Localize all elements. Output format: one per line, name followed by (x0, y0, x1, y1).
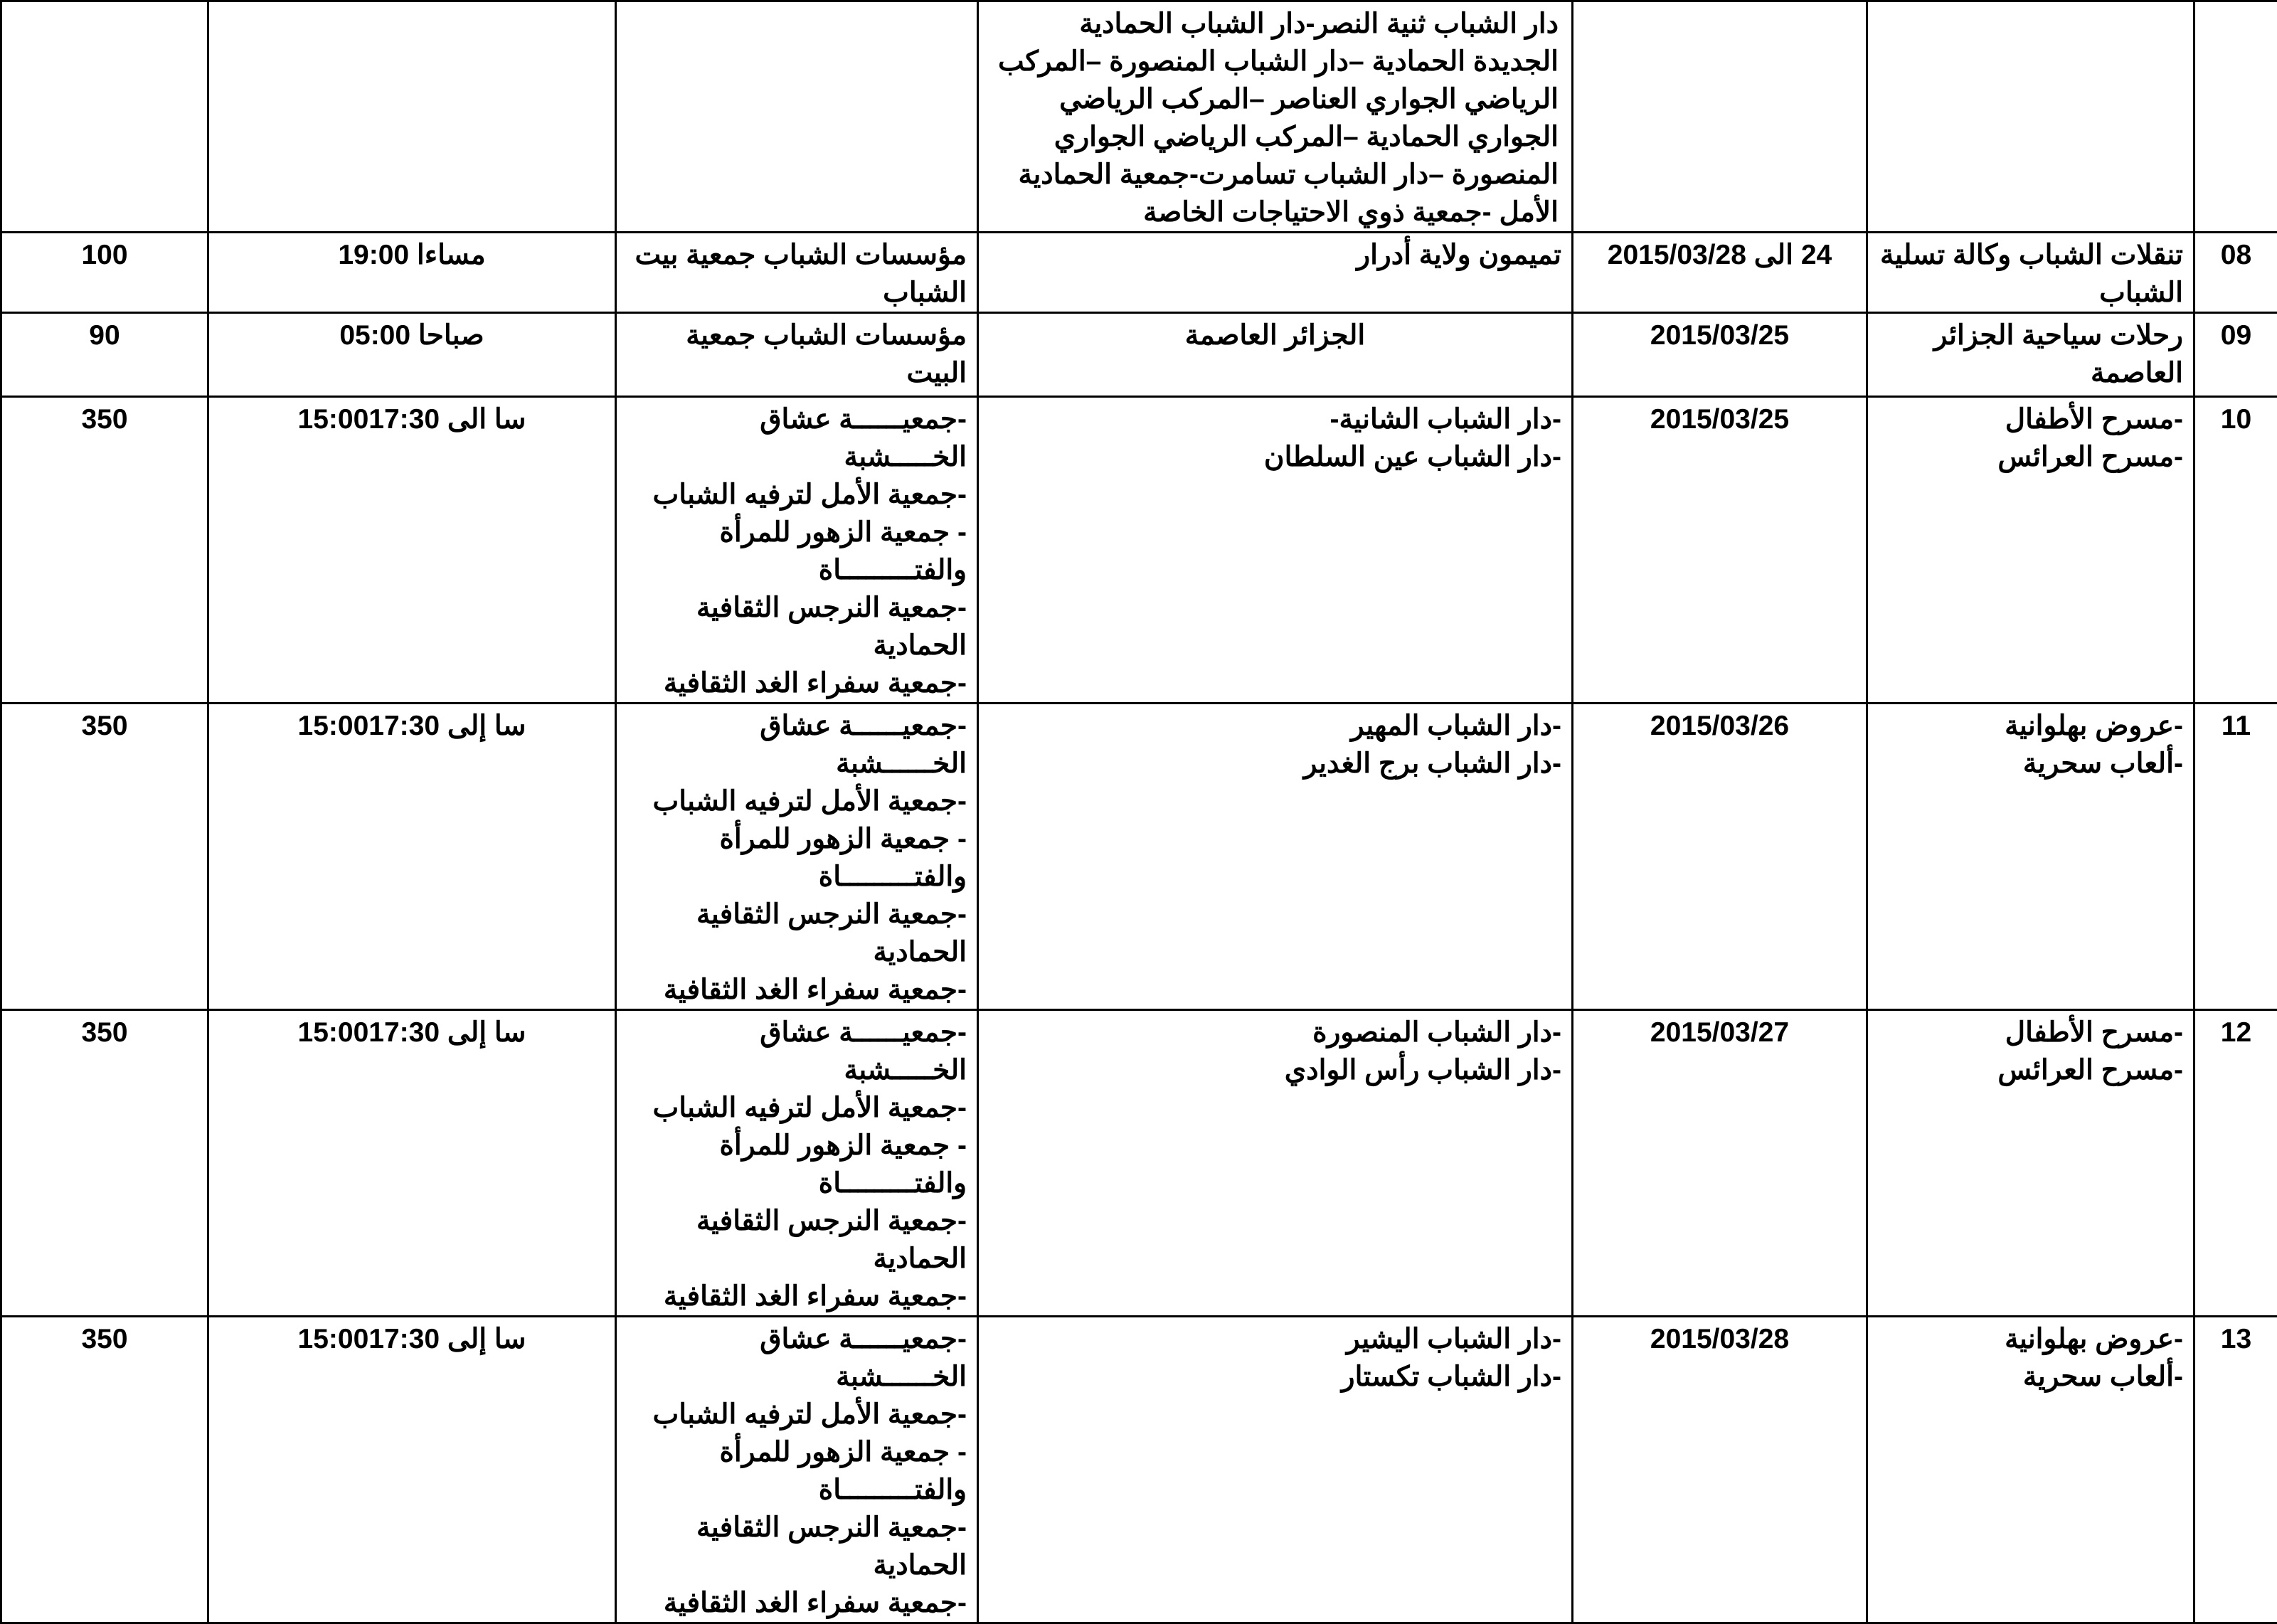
date-cell: 2015/03/28 (1573, 1317, 1867, 1623)
organizer-line: - جمعية الزهور للمرأة (627, 820, 967, 858)
activity-cell: رحلات سياحية الجزائر العاصمة (1867, 313, 2194, 397)
organizer-line: الخـــــشبة (627, 1051, 967, 1089)
time-cell: 05:00 صباحا (208, 313, 616, 397)
organizers-cell (616, 1, 978, 233)
activity-cell (1867, 1, 2194, 233)
organizer-line: الحمادية (627, 1546, 967, 1584)
place-line: -دار الشباب رأس الوادي (989, 1051, 1561, 1089)
organizer-line: - جمعية الزهور للمرأة (627, 1433, 967, 1471)
organizer-line: -جمعيــــــة عشاق (627, 1320, 967, 1358)
organizer-line: -جمعية الأمل لترفيه الشباب (627, 476, 967, 514)
date-cell: 2015/03/25 (1573, 313, 1867, 397)
participants-cell: 350 (1, 397, 208, 704)
organizer-line: -جمعية النرجس الثقافية (627, 1509, 967, 1546)
organizer-line: -جمعية الأمل لترفيه الشباب (627, 1396, 967, 1433)
activity-line: -مسرح الأطفال (1878, 400, 2183, 438)
row-number: 13 (2194, 1317, 2277, 1623)
date-cell: 2015/03/27 (1573, 1010, 1867, 1317)
organizer-line: والفتـــــــــاة (627, 1471, 967, 1509)
organizer-line: والفتـــــــــاة (627, 551, 967, 589)
organizer-line: الخـــــشبة (627, 438, 967, 476)
organizer-line: -جمعيــــــة عشاق (627, 1014, 967, 1051)
activity-cell (1867, 1317, 2194, 1623)
activity-line: -مسرح العرائس (1878, 438, 2183, 476)
place-line: -دار الشباب المنصورة (989, 1014, 1561, 1051)
time-cell: 15:00سا إلى 17:30 (208, 704, 616, 1010)
participants-cell: 350 (1, 1317, 208, 1623)
organizers-cell (616, 397, 978, 704)
time-cell: 15:00سا إلى 17:30 (208, 1010, 616, 1317)
participants-cell: 350 (1, 1010, 208, 1317)
participants-cell: 100 (1, 233, 208, 313)
table-row (1, 1010, 2277, 1317)
date-cell (1573, 1, 1867, 233)
activity-cell: تنقلات الشباب وكالة تسلية الشباب (1867, 233, 2194, 313)
activity-line: -ألعاب سحرية (1878, 1358, 2183, 1396)
place-line: -دار الشباب عين السلطان (989, 438, 1561, 476)
place-cell (978, 397, 1573, 704)
organizer-line: - جمعية الزهور للمرأة (627, 1127, 967, 1164)
participants-cell: 90 (1, 313, 208, 397)
organizer-line: -جمعية الأمل لترفيه الشباب (627, 1089, 967, 1127)
organizers-cell (616, 704, 978, 1010)
table-row (1, 233, 2277, 313)
date-cell: 24 الى 2015/03/28 (1573, 233, 1867, 313)
place-cell (978, 1010, 1573, 1317)
row-number (2194, 1, 2277, 233)
date-cell: 2015/03/25 (1573, 397, 1867, 704)
activity-cell (1867, 704, 2194, 1010)
organizer-line: -جمعيــــــة عشاق (627, 707, 967, 745)
table-row (1, 704, 2277, 1010)
organizer-line: -جمعية النرجس الثقافية (627, 589, 967, 627)
time-cell (208, 1, 616, 233)
activity-cell (1867, 1010, 2194, 1317)
organizer-line: -جمعية النرجس الثقافية (627, 1202, 967, 1240)
organizer-line: -جمعية سفراء الغد الثقافية (627, 664, 967, 702)
row-number: 10 (2194, 397, 2277, 704)
activity-line: -عروض بهلوانية (1878, 1320, 2183, 1358)
organizers-cell (616, 1010, 978, 1317)
organizers-cell (616, 1317, 978, 1623)
time-cell: 19:00 مساءا (208, 233, 616, 313)
organizer-line: - جمعية الزهور للمرأة (627, 514, 967, 551)
organizer-line: الخــــــشبة (627, 1358, 967, 1396)
place-line: -دار الشباب اليشير (989, 1320, 1561, 1358)
place-cell (978, 1317, 1573, 1623)
table-row (1, 397, 2277, 704)
activity-line: -مسرح الأطفال (1878, 1014, 2183, 1051)
organizer-line: والفتـــــــــاة (627, 1164, 967, 1202)
organizers-cell: مؤسسات الشباب جمعية البيت (616, 313, 978, 397)
organizer-line: الخــــــشبة (627, 745, 967, 782)
row-number: 09 (2194, 313, 2277, 397)
organizer-line: الحمادية (627, 627, 967, 664)
place-text: دار الشباب ثنية النصر-دار الشباب الحمادية الجديدة الحمادية –دار الشباب المنصورة –المركب الرياضي الجواري العناصر –المركب الرياضي الجواري الحمادية –المركب الرياضي الجواري المنصورة –دار الشباب تسامرت-جمعية الحمادية الأمل -جمعية ذوي الاحتياجات الخاصة (990, 9, 1559, 228)
table-row (1, 1317, 2277, 1623)
organizers-cell: مؤسسات الشباب جمعية بيت الشباب (616, 233, 978, 313)
row-number: 08 (2194, 233, 2277, 313)
activity-line: -مسرح العرائس (1878, 1051, 2183, 1089)
time-cell: 15:00سا الى 17:30 (208, 397, 616, 704)
place-line: -دار الشباب برج الغدير (989, 745, 1561, 782)
activity-cell (1867, 397, 2194, 704)
place-cell: تميمون ولاية أدرار (978, 233, 1573, 313)
place-line: -دار الشباب تكستار (989, 1358, 1561, 1396)
organizer-line: الحمادية (627, 933, 967, 971)
activity-line: -ألعاب سحرية (1878, 745, 2183, 782)
participants-cell (1, 1, 208, 233)
organizer-line: والفتـــــــــاة (627, 858, 967, 896)
participants-cell: 350 (1, 704, 208, 1010)
row-number: 11 (2194, 704, 2277, 1010)
place-line: -دار الشباب الشانية- (989, 400, 1561, 438)
organizer-line: -جمعية الأمل لترفيه الشباب (627, 782, 967, 820)
place-line: -دار الشباب المهير (989, 707, 1561, 745)
organizer-line: -جمعية سفراء الغد الثقافية (627, 971, 967, 1009)
row-number: 12 (2194, 1010, 2277, 1317)
place-cell: الجزائر العاصمة (978, 313, 1573, 397)
organizer-line: -جمعية سفراء الغد الثقافية (627, 1278, 967, 1315)
activity-line: -عروض بهلوانية (1878, 707, 2183, 745)
place-cell (978, 704, 1573, 1010)
place-cell (978, 1, 1573, 233)
organizer-line: -جمعية سفراء الغد الثقافية (627, 1584, 967, 1622)
table-row (1, 313, 2277, 397)
organizer-line: الحمادية (627, 1240, 967, 1278)
date-cell: 2015/03/26 (1573, 704, 1867, 1010)
table-row (1, 1, 2277, 233)
organizer-line: -جمعية النرجس الثقافية (627, 896, 967, 933)
time-cell: 15:00سا إلى 17:30 (208, 1317, 616, 1623)
organizer-line: -جمعيــــــة عشاق (627, 400, 967, 438)
